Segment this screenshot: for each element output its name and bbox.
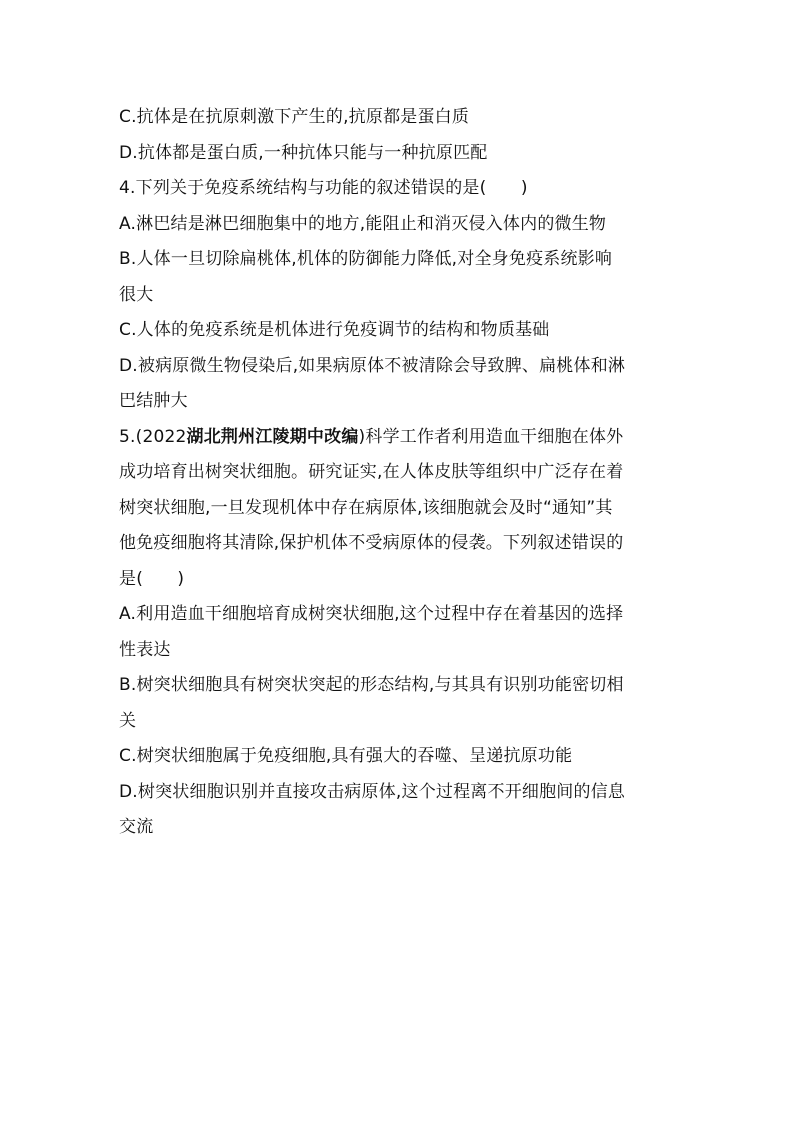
- q3-option-d: D.抗体都是蛋白质,一种抗体只能与一种抗原匹配: [119, 142, 488, 163]
- q5-option-d-line2: 交流: [119, 817, 154, 837]
- q5-stem-line1-rest: )科学工作者利用造血干细胞在体外: [358, 426, 624, 447]
- q4-option-a: A.淋巴结是淋巴细胞集中的地方,能阻止和消灭侵入体内的微生物: [119, 213, 607, 234]
- q5-source: 湖北荆州江陵期中改编: [186, 426, 359, 447]
- q5-option-a-line2: 性表达: [119, 639, 171, 660]
- q4-stem: 4.下列关于免疫系统结构与功能的叙述错误的是( ): [119, 178, 528, 198]
- q5-option-c: C.树突状细胞属于免疫细胞,具有强大的吞噬、呈递抗原功能: [119, 746, 573, 766]
- q5-option-d-line1: D.树突状细胞识别并直接攻击病原体,这个过程离不开细胞间的信息: [119, 781, 626, 802]
- q5-stem-line4: 他免疫细胞将其清除,保护机体不受病原体的侵袭。下列叙述错误的: [119, 533, 624, 553]
- q4-option-d-line2: 巴结肿大: [119, 391, 188, 411]
- q5-stem-line1: [119, 420, 679, 456]
- q5-stem-line2: 成功培育出树突状细胞。研究证实,在人体皮肤等组织中广泛存在着: [119, 462, 624, 482]
- document-page: [119, 100, 679, 846]
- q5-option-b-line2: 关: [119, 710, 137, 731]
- q5-stem-line5: 是( ): [119, 568, 185, 589]
- q4-option-b-line1: B.人体一旦切除扁桃体,机体的防御能力降低,对全身免疫系统影响: [119, 249, 613, 269]
- q3-option-c: C.抗体是在抗原刺激下产生的,抗原都是蛋白质: [119, 107, 470, 127]
- q5-number: 5.(2022: [119, 426, 187, 447]
- q5-option-b-line1: B.树突状细胞具有树突状突起的形态结构,与其具有识别功能密切相: [119, 675, 624, 695]
- q4-option-c: C.人体的免疫系统是机体进行免疫调节的结构和物质基础: [119, 320, 550, 340]
- q4-option-b-line2: 很大: [119, 284, 154, 305]
- q5-stem-line3: 树突状细胞,一旦发现机体中存在病原体,该细胞就会及时“通知”其: [119, 497, 613, 518]
- q4-option-d-line1: D.被病原微生物侵染后,如果病原体不被清除会导致脾、扁桃体和淋: [119, 355, 626, 376]
- q5-option-a-line1: A.利用造血干细胞培育成树突状细胞,这个过程中存在着基因的选择: [119, 604, 624, 624]
